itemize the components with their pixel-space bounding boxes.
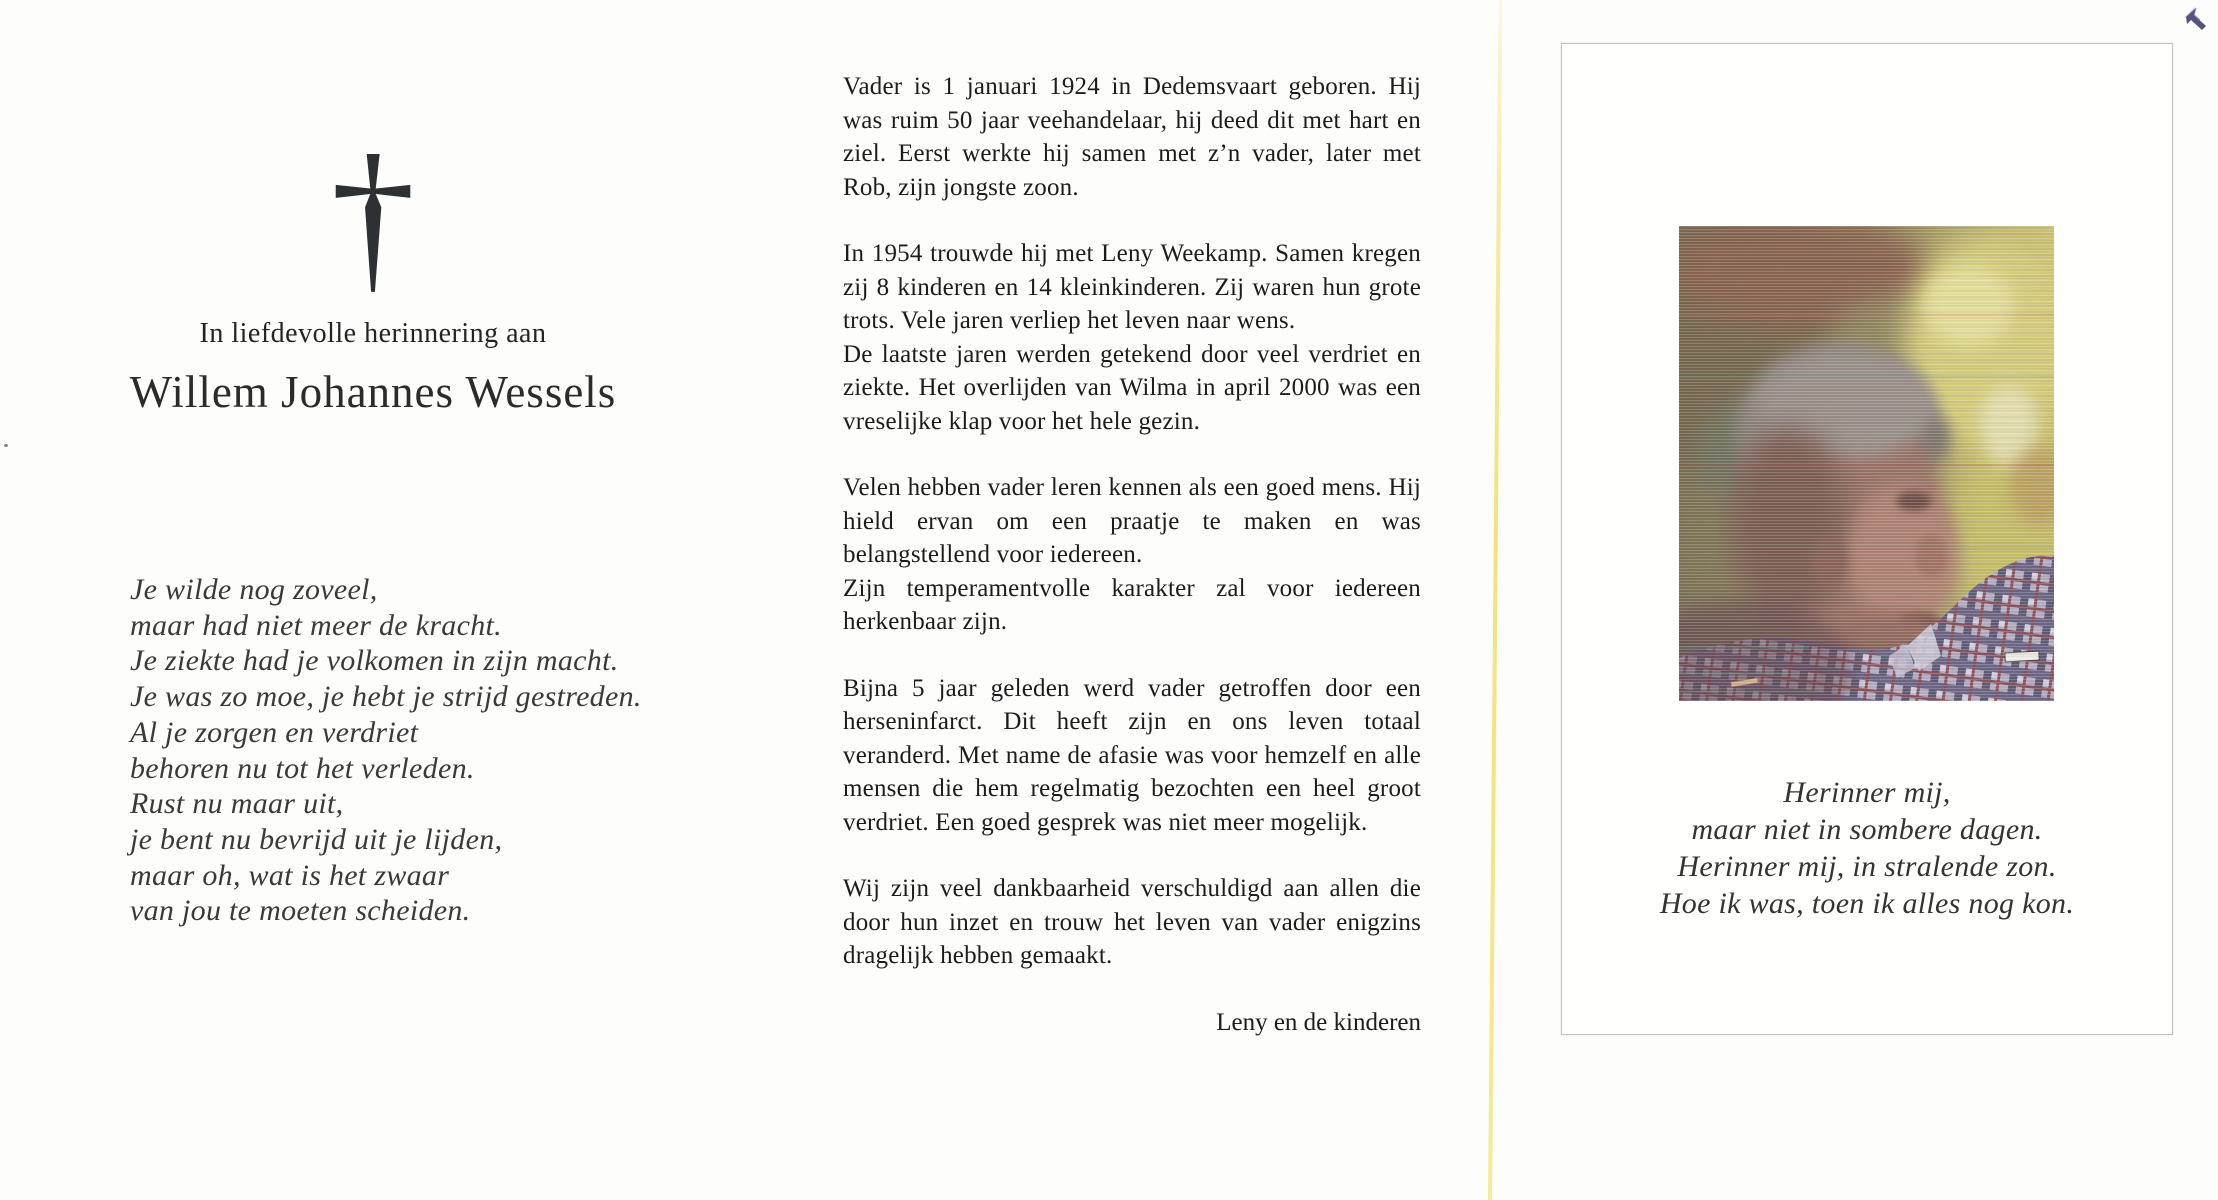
poem-line: Je ziekte had je volkomen in zijn macht.: [130, 644, 619, 678]
verse-line: Herinner mij,: [1783, 776, 1951, 809]
verse-line: Herinner mij, in stralende zon.: [1677, 850, 2057, 883]
biography-paragraph: Bijna 5 jaar geleden werd vader getroffen door een herseninfarct. Dit heeft zijn en ons leven totaal veranderd. Met name de afasie was voor hemzelf en alle mensen die hem regelmatig bezochten een heel groot verdriet. Een goed gesprek was niet meer mogelijk.: [843, 674, 1421, 836]
biography-paragraph: Vader is 1 januari 1924 in Dedemsvaart geboren. Hij was ruim 50 jaar veehandelaar, hij deed dit met hart en ziel. Eerst werkte hij samen met z’n vader, later met Rob, zijn jongste zoon.: [843, 73, 1421, 201]
biography-paragraph: De laatste jaren werden getekend door veel verdriet en ziekte. Het overlijden van Wilma in april 2000 was een vreselijke klap voor het hele gezin.: [843, 340, 1421, 435]
poem: [130, 572, 690, 929]
mouse-cursor-icon: [2178, 4, 2212, 34]
biography-text: [843, 70, 1421, 973]
biography-paragraph: In 1954 trouwde hij met Leny Weekamp. Samen kregen zij 8 kinderen en 14 kleinkinderen. Zij waren hun grote trots. Vele jaren verliep het leven naar wens.: [843, 240, 1421, 334]
dedication-text: In liefdevolle herinnering aan: [199, 318, 547, 349]
biography-paragraph: Zijn temperamentvolle karakter zal voor iedereen herkenbaar zijn.: [843, 574, 1421, 635]
remembrance-verse: [1562, 774, 2172, 922]
signature-text: Leny en de kinderen: [1216, 1008, 1421, 1036]
biography-paragraph: Wij zijn veel dankbaarheid verschuldigd aan allen die door hun inzet en trouw het leven van vader enigzins dragelijk hebben gemaakt.: [843, 875, 1421, 969]
poem-line: je bent nu bevrijd uit je lijden,: [130, 822, 503, 856]
poem-line: Je was zo moe, je hebt je strijd gestreden.: [130, 680, 642, 714]
page-fold-line: [1488, 0, 1502, 1200]
poem-line: behoren nu tot het verleden.: [130, 751, 475, 785]
poem-line: van jou te moeten scheiden.: [130, 894, 471, 928]
photo-card: [1561, 43, 2173, 1035]
scan-speck: [4, 444, 8, 447]
poem-line: maar oh, wat is het zwaar: [130, 858, 450, 892]
biography-paragraph: Velen hebben vader leren kennen als een goed mens. Hij hield ervan om een praatje te maken en was belangstellend voor iedereen.: [843, 474, 1421, 568]
portrait-photo-art: [1679, 226, 2054, 701]
poem-line: Je wilde nog zoveel,: [130, 573, 378, 606]
deceased-name: Willem Johannes Wessels: [129, 367, 617, 417]
verse-line: Hoe ik was, toen ik alles nog kon.: [1659, 887, 2075, 920]
biography-column: [843, 70, 1421, 1039]
portrait-photo: [1679, 226, 2054, 701]
poem-line: maar had niet meer de kracht.: [130, 608, 502, 642]
verse-line: maar niet in sombere dagen.: [1691, 813, 2043, 846]
poem-line: Rust nu maar uit,: [130, 787, 344, 821]
poem-line: Al je zorgen en verdriet: [130, 715, 419, 749]
cross-icon: †: [330, 121, 416, 309]
